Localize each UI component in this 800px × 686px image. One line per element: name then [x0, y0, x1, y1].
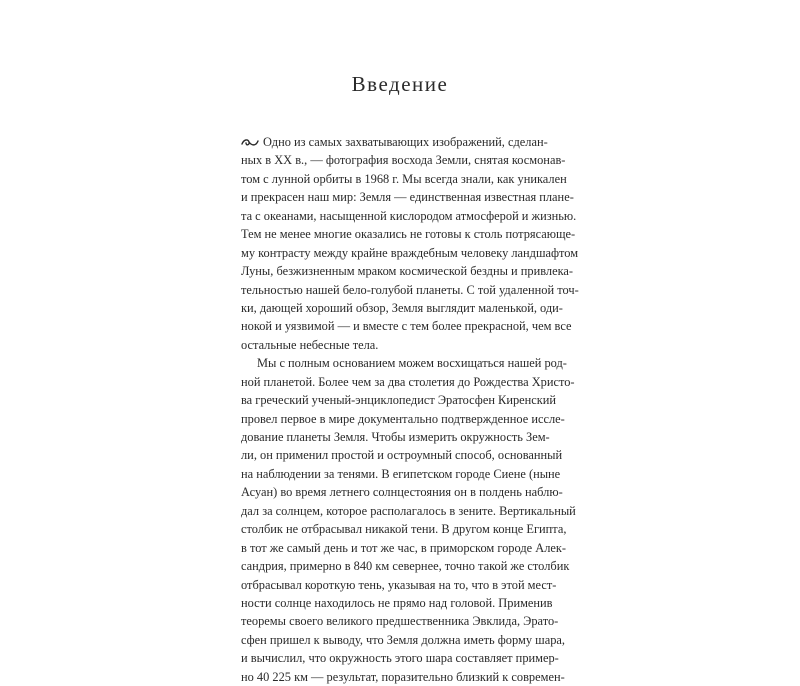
- text-line: [241, 502, 576, 520]
- text-line: [241, 576, 557, 594]
- line-text: Асуан) во время летнего солнцестояния он в полдень наблю-: [241, 485, 563, 500]
- text-line: [241, 446, 563, 464]
- text-line: [241, 428, 550, 446]
- line-text: Тем не менее многие оказались не готовы к столь потрясающе-: [241, 227, 576, 242]
- line-text: сфен пришел к выводу, что Земля должна иметь форму шара,: [241, 632, 565, 647]
- line-text: ных в XX в., — фотография восхода Земли, снятая космонав-: [241, 153, 566, 168]
- line-text: му контрасту между крайне враждебным человеку ландшафтом: [241, 245, 579, 260]
- text-line: [241, 612, 559, 630]
- chapter-title: Введение: [351, 72, 449, 97]
- line-text: ки, дающей хороший обзор, Земля выглядит маленькой, оди-: [241, 300, 563, 315]
- line-text: ва греческий ученый-энциклопедист Эратосфен Киренский: [241, 393, 557, 408]
- text-line: [241, 133, 548, 151]
- text-line: [241, 649, 559, 667]
- line-text: остальные небесные тела.: [241, 337, 379, 352]
- body-text: [241, 133, 579, 686]
- text-line: [241, 244, 579, 262]
- text-line: [241, 668, 565, 686]
- line-text: том с лунной орбиты в 1968 г. Мы всегда знали, как уникален: [241, 171, 567, 186]
- text-line: [241, 373, 575, 391]
- line-text: та с океанами, насыщенной кислородом атмосферой и жизнью.: [241, 208, 577, 223]
- text-line: [241, 225, 576, 243]
- fleuron-ornament-icon: [241, 138, 259, 147]
- text-line: [241, 539, 567, 557]
- text-line: [241, 354, 567, 372]
- text-line: [241, 631, 565, 649]
- text-line: [241, 594, 553, 612]
- line-text: дование планеты Земля. Чтобы измерить окружность Зем-: [241, 430, 550, 444]
- line-text: нокой и уязвимой — и вместе с тем более прекрасной, чем все: [241, 319, 572, 334]
- line-text: отбрасывал короткую тень, указывая на то, что в этой мест-: [241, 577, 557, 592]
- line-text: но 40 225 км — результат, поразительно близкий к современ-: [241, 669, 565, 684]
- line-text: теоремы своего великого предшественника Эвклида, Эрато-: [241, 614, 559, 629]
- text-line: [241, 299, 563, 317]
- line-text: дал за солнцем, которое располагалось в зените. Вертикальный: [241, 503, 576, 518]
- line-text: ли, он применил простой и остроумный способ, основанный: [241, 448, 563, 463]
- line-text: провел первое в мире документально подтвержденное иссле-: [241, 411, 565, 426]
- line-text: Одно из самых захватывающих изображений, сделан-: [263, 135, 548, 149]
- line-text: Луны, безжизненным мраком космической бездны и привлека-: [241, 264, 574, 279]
- text-line: [241, 262, 574, 280]
- text-line: [241, 410, 565, 428]
- text-line: [241, 465, 561, 483]
- line-text: тельностью нашей бело-голубой планеты. С той удаленной точ-: [241, 282, 579, 297]
- text-line: [241, 151, 566, 169]
- paragraph: [241, 354, 576, 686]
- line-text: сандрия, примерно в 840 км севернее, точно такой же столбик: [241, 559, 570, 574]
- line-text: ности солнце находилось не прямо над головой. Применив: [241, 595, 553, 610]
- line-text: и вычислил, что окружность этого шара составляет пример-: [241, 651, 559, 666]
- line-text: и прекрасен наш мир: Земля — единственная известная плане-: [241, 190, 574, 205]
- text-line: [241, 391, 557, 409]
- paragraphs: [241, 133, 579, 686]
- line-text: столбик не отбрасывал никакой тени. В другом конце Египта,: [241, 522, 567, 537]
- line-text: Мы с полным основанием можем восхищаться нашей род-: [257, 356, 567, 371]
- text-line: [241, 170, 567, 188]
- text-line: [241, 557, 570, 575]
- line-text: ной планетой. Более чем за два столетия до Рождества Христо-: [241, 374, 575, 389]
- text-line: [241, 520, 567, 538]
- text-line: [241, 483, 563, 501]
- line-text: на наблюдении за тенями. В египетском городе Сиене (ныне: [241, 466, 561, 481]
- text-line: [241, 336, 541, 354]
- text-line: [241, 188, 574, 206]
- text-line: [241, 207, 577, 225]
- text-line: [241, 317, 572, 335]
- paragraph: [241, 133, 579, 354]
- text-line: [241, 281, 579, 299]
- line-text: в тот же самый день и тот же час, в приморском городе Алек-: [241, 540, 567, 555]
